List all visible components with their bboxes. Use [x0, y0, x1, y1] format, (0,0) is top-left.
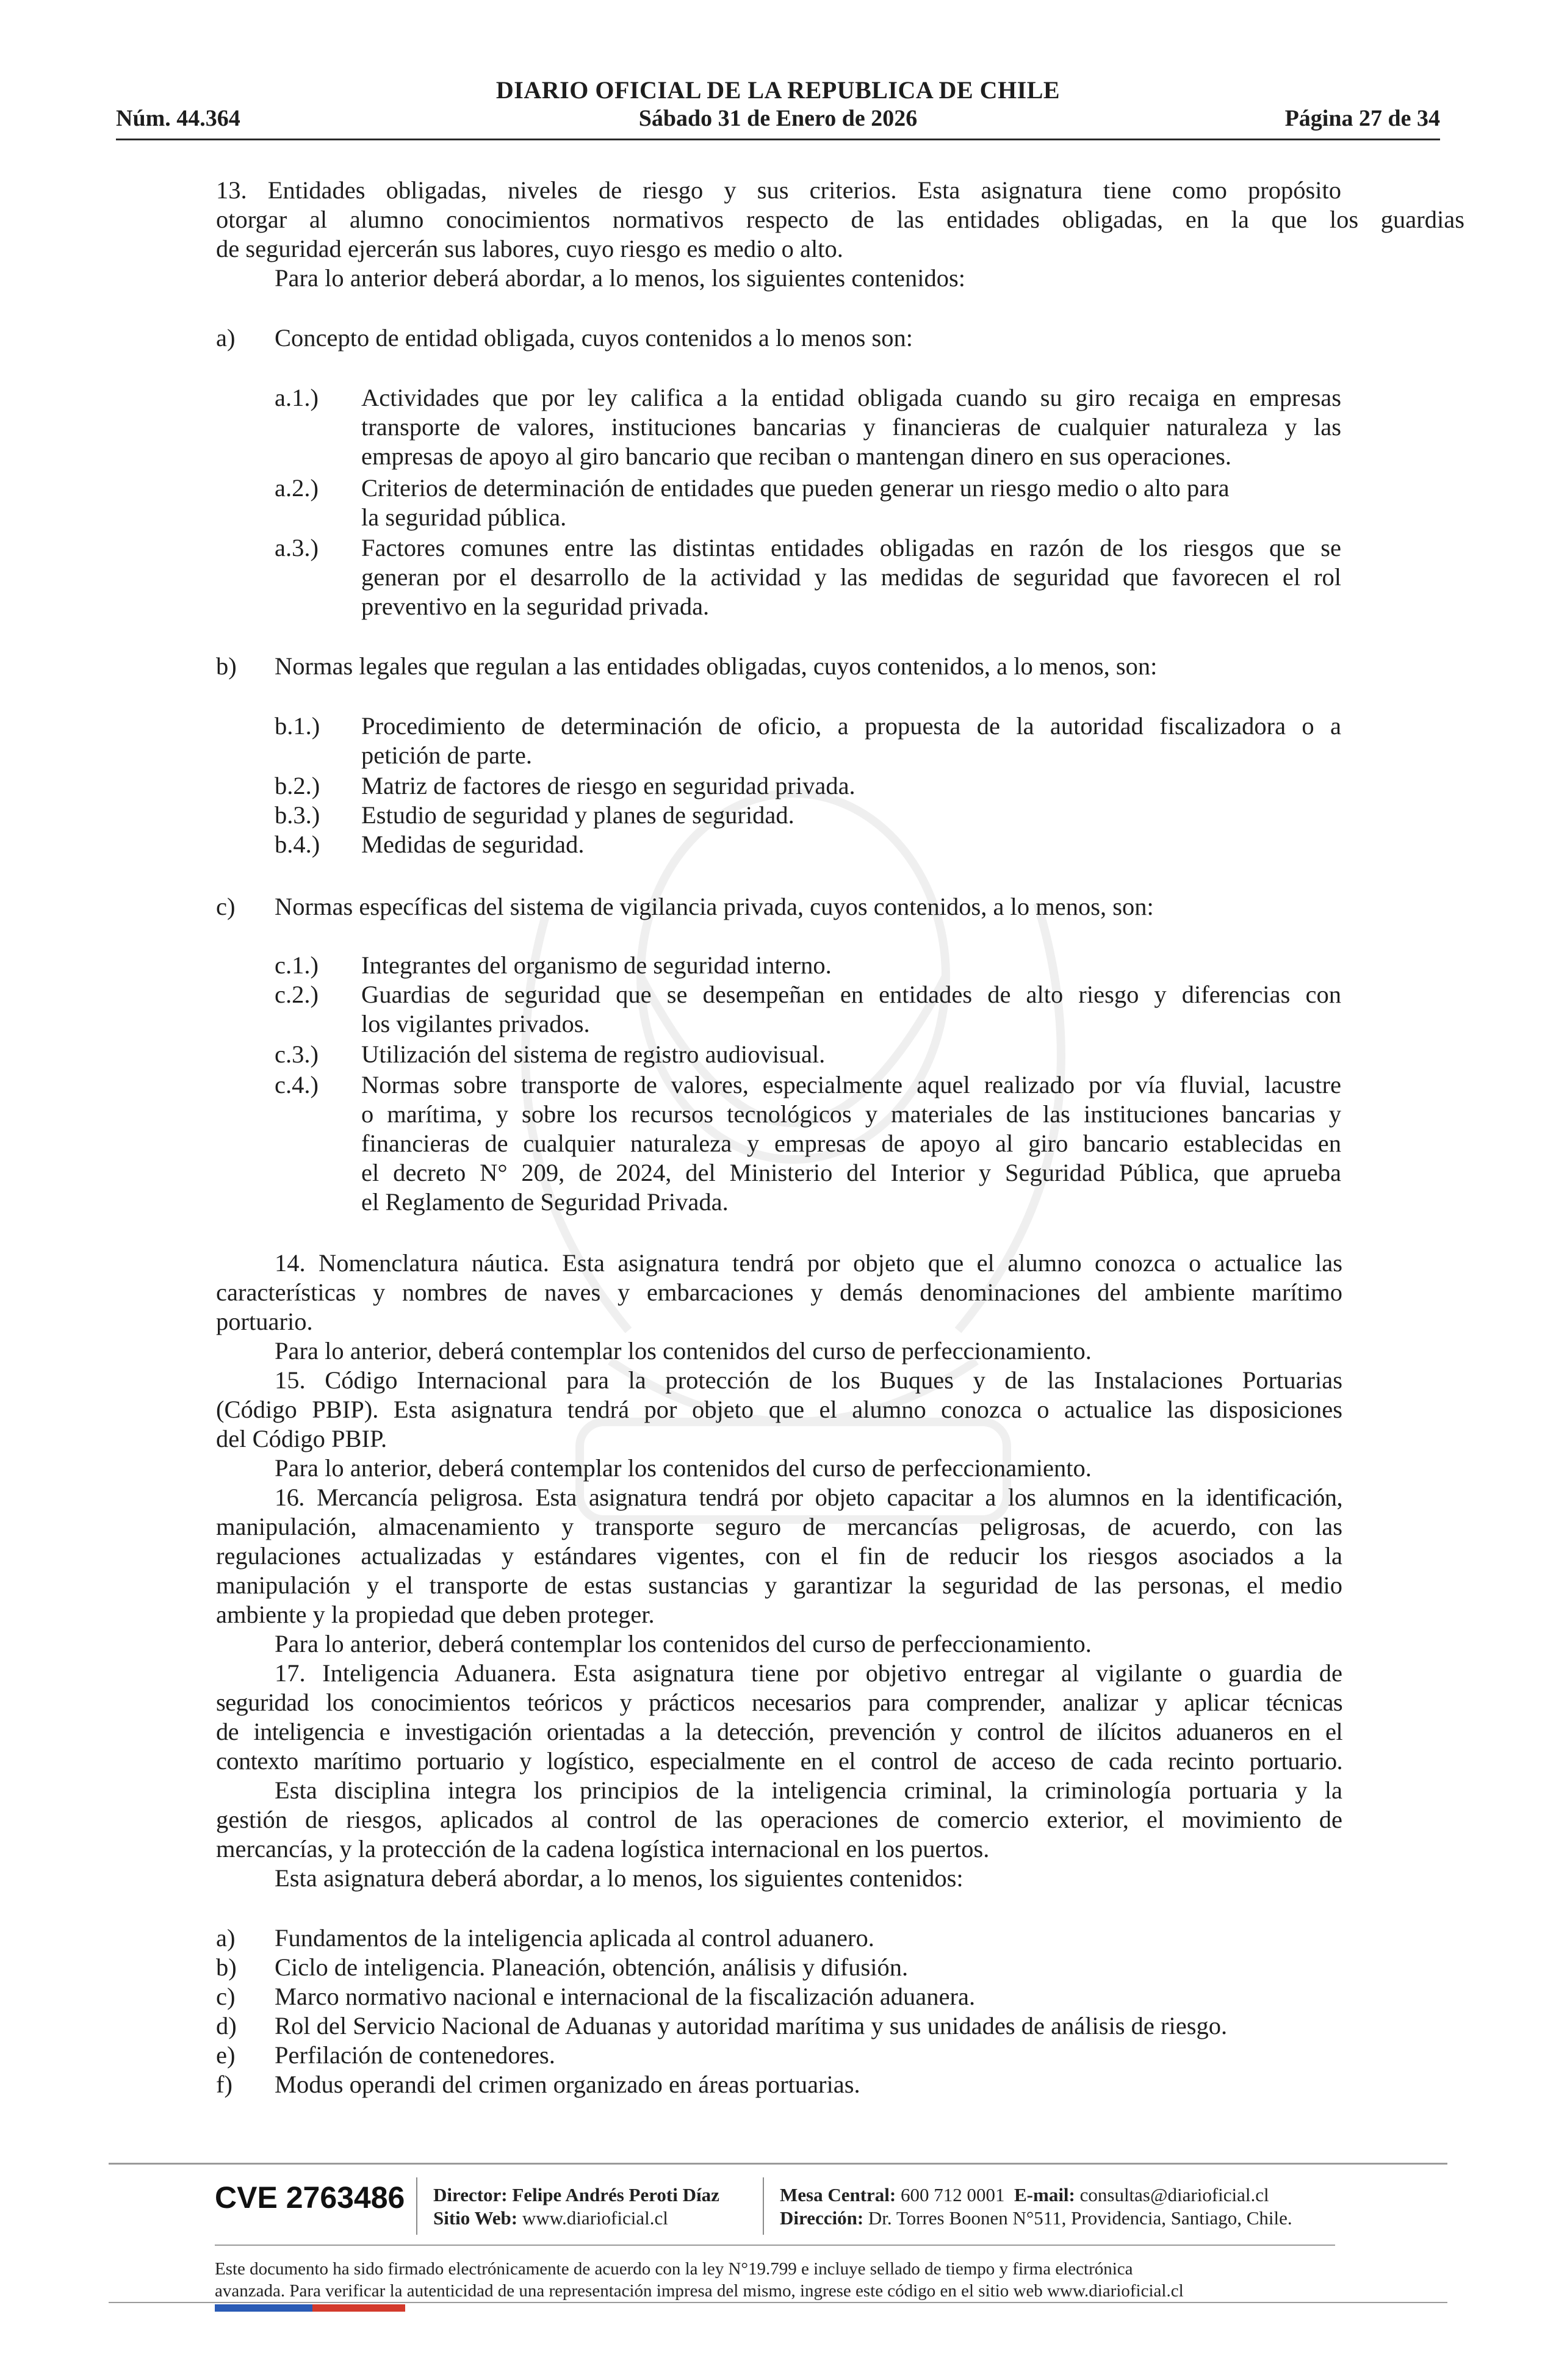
list-item-text: Fundamentos de la inteligencia aplicada al control aduanero. [275, 1924, 874, 1952]
phone-value: 600 712 0001 [901, 2184, 1005, 2205]
paragraph-line: de inteligencia e investigación orientadas a la detección, prevención y control de ilícitos aduaneros en el [216, 1718, 1342, 1745]
list-item-text: Normas sobre transporte de valores, especialmente aquel realizado por vía fluvial, lacustre [361, 1071, 1341, 1098]
list-item-text: Matriz de factores de riesgo en seguridad privada. [361, 772, 855, 799]
list-marker: c) [216, 1983, 236, 2010]
journal-title: DIARIO OFICIAL DE LA REPUBLICA DE CHILE [495, 76, 1061, 104]
paragraph-line: 14. Nomenclatura náutica. Esta asignatura tendrá por objeto que el alumno conozca o actualice las [275, 1249, 1342, 1277]
list-marker: a.1.) [275, 384, 319, 411]
legal-notice-line: Este documento ha sido firmado electrónicamente de acuerdo con la ley N°19.799 e incluye sellado de tiempo y firma electrónica [215, 2259, 1133, 2279]
list-item-text: Actividades que por ley califica a la entidad obligada cuando su giro recaiga en empresas [361, 384, 1341, 411]
list-item-text: el decreto N° 209, de 2024, del Ministerio del Interior y Seguridad Pública, que aprueba [361, 1159, 1341, 1186]
paragraph-line: Para lo anterior, deberá contemplar los contenidos del curso de perfeccionamiento. [275, 1630, 1092, 1657]
list-marker: a) [216, 324, 236, 352]
list-item-text: empresas de apoyo al giro bancario que reciban o mantengan dinero en sus operaciones. [361, 442, 1231, 470]
website-link[interactable]: www.diarioficial.cl [522, 2207, 668, 2229]
contact-line [780, 2183, 1269, 2207]
paragraph-line: Para lo anterior, deberá contemplar los contenidos del curso de perfeccionamiento. [275, 1454, 1092, 1482]
website-label: Sitio Web: [433, 2207, 518, 2229]
website-line [433, 2207, 668, 2230]
list-item-text: Normas específicas del sistema de vigilancia privada, cuyos contenidos, a lo menos, son: [275, 893, 1154, 920]
paragraph-line: seguridad los conocimientos teóricos y prácticos necesarios para comprender, analizar y aplicar técnicas [216, 1689, 1342, 1716]
list-marker: c) [216, 893, 236, 920]
list-item-text: la seguridad pública. [361, 503, 567, 531]
issue-date: Sábado 31 de Enero de 2026 [638, 106, 918, 131]
list-item-text: Procedimiento de determinación de oficio, a propuesta de la autoridad fiscalizadora o a [361, 712, 1341, 740]
list-marker: c.1.) [275, 951, 319, 979]
list-item-text: Medidas de seguridad. [361, 831, 585, 858]
address-label: Dirección: [780, 2207, 864, 2229]
list-item-text: Rol del Servicio Nacional de Aduanas y autoridad marítima y sus unidades de análisis de riesgo. [275, 2012, 1228, 2039]
list-marker: c.4.) [275, 1071, 319, 1098]
paragraph-line: gestión de riesgos, aplicados al control de las operaciones de comercio exterior, el movimiento de [216, 1806, 1342, 1833]
legal-notice-line: avanzada. Para verificar la autenticidad de una representación impresa del mismo, ingrese este código en el sitio web www.diarioficial.cl [215, 2281, 1184, 2301]
paragraph-line: de seguridad ejercerán sus labores, cuyo riesgo es medio o alto. [216, 235, 843, 262]
paragraph-line: 17. Inteligencia Aduanera. Esta asignatura tiene por objetivo entregar al vigilante o guardia de [275, 1659, 1342, 1687]
list-marker: d) [216, 2012, 237, 2039]
page-number: Página 27 de 34 [1284, 106, 1440, 131]
header-row [116, 105, 1440, 135]
list-item-text: Utilización del sistema de registro audiovisual. [361, 1040, 826, 1068]
list-marker: b.2.) [275, 772, 320, 799]
list-item-text: Estudio de seguridad y planes de seguridad. [361, 801, 794, 829]
cve-code: CVE 2763486 [215, 2180, 405, 2215]
list-marker: c.2.) [275, 981, 319, 1008]
footer-separator [763, 2177, 764, 2235]
list-item-text: los vigilantes privados. [361, 1010, 590, 1037]
list-marker: c.3.) [275, 1040, 319, 1068]
paragraph-line: (Código PBIP). Esta asignatura tendrá por objeto que el alumno conozca o actualice las disposiciones [216, 1396, 1342, 1423]
list-item-text: preventivo en la seguridad privada. [361, 593, 710, 620]
header-divider [116, 139, 1440, 140]
footer-divider [109, 2163, 1447, 2165]
paragraph-line: características y nombres de naves y embarcaciones y demás denominaciones del ambiente marítimo [216, 1278, 1342, 1306]
list-item-text: Guardias de seguridad que se desempeñan en entidades de alto riesgo y diferencias con [361, 981, 1341, 1008]
list-item-text: generan por el desarrollo de la actividad y las medidas de seguridad que favorecen el rol [361, 563, 1341, 591]
list-marker: a.2.) [275, 474, 319, 502]
flag-stripe-red [312, 2304, 405, 2312]
list-marker: f) [216, 2071, 232, 2098]
list-marker: e) [216, 2041, 236, 2069]
email-label: E-mail: [1014, 2184, 1075, 2205]
paragraph-line: Esta disciplina integra los principios de la inteligencia criminal, la criminología portuaria y la [275, 1776, 1342, 1804]
paragraph-line: 16. Mercancía peligrosa. Esta asignatura tendrá por objeto capacitar a los alumnos en la identificación, [275, 1484, 1342, 1511]
paragraph-line: Esta asignatura deberá abordar, a lo menos, los siguientes contenidos: [275, 1864, 963, 1892]
paragraph-line: del Código PBIP. [216, 1425, 387, 1452]
list-item-text: Ciclo de inteligencia. Planeación, obtención, análisis y difusión. [275, 1953, 909, 1981]
paragraph-line: regulaciones actualizadas y estándares vigentes, con el fin de reducir los riesgos asociados a la [216, 1542, 1342, 1570]
list-marker: a.3.) [275, 534, 319, 561]
list-item-text: Factores comunes entre las distintas entidades obligadas en razón de los riesgos que se [361, 534, 1341, 561]
list-item-text: Concepto de entidad obligada, cuyos contenidos a lo menos son: [275, 324, 913, 352]
paragraph-line: portuario. [216, 1308, 313, 1335]
paragraph-line: mercancías, y la protección de la cadena logística internacional en los puertos. [216, 1835, 990, 1863]
paragraph-line: Para lo anterior, deberá contemplar los contenidos del curso de perfeccionamiento. [275, 1337, 1092, 1365]
list-item-text: Perfilación de contenedores. [275, 2041, 555, 2069]
address-value: Dr. Torres Boonen N°511, Providencia, Santiago, Chile. [868, 2207, 1292, 2229]
list-item-text: Normas legales que regulan a las entidades obligadas, cuyos contenidos, a lo menos, son: [275, 652, 1158, 680]
footer-bottom-divider [109, 2302, 1447, 2303]
list-item-text: o marítima, y sobre los recursos tecnológicos y materiales de las instituciones bancarias y [361, 1100, 1341, 1128]
list-item-text: Marco normativo nacional e internacional de la fiscalización aduanera. [275, 1983, 976, 2010]
director-line [433, 2183, 719, 2207]
address-line [780, 2207, 1292, 2230]
list-marker: a) [216, 1924, 236, 1952]
list-item-text: Modus operandi del crimen organizado en áreas portuarias. [275, 2071, 860, 2098]
paragraph-line: otorgar al alumno conocimientos normativos respecto de las entidades obligadas, en la que los guardias [216, 206, 1464, 233]
paragraph-line: 13. Entidades obligadas, niveles de riesgo y sus criterios. Esta asignatura tiene como propósito [216, 176, 1341, 204]
paragraph-line: 15. Código Internacional para la protección de los Buques y de las Instalaciones Portuarias [275, 1366, 1342, 1394]
list-item-text: financieras de cualquier naturaleza y empresas de apoyo al giro bancario establecidas en [361, 1130, 1341, 1157]
list-marker: b) [216, 1953, 237, 1981]
email-link[interactable]: consultas@diarioficial.cl [1079, 2184, 1269, 2205]
director-name: Felipe Andrés Peroti Díaz [512, 2184, 719, 2205]
paragraph-line: Para lo anterior deberá abordar, a lo menos, los siguientes contenidos: [275, 264, 966, 292]
list-marker: b) [216, 652, 237, 680]
list-item-text: petición de parte. [361, 741, 532, 769]
paragraph-line: contexto marítimo portuario y logístico, especialmente en el control de acceso de cada recinto portuario. [216, 1747, 1342, 1775]
paragraph-line: ambiente y la propiedad que deben proteger. [216, 1601, 655, 1628]
list-item-text: Criterios de determinación de entidades que pueden generar un riesgo medio o alto para [361, 474, 1230, 502]
list-item-text: Integrantes del organismo de seguridad interno. [361, 951, 832, 979]
director-label: Director: [433, 2184, 508, 2205]
footer-inner-divider [215, 2245, 1335, 2246]
list-marker: b.1.) [275, 712, 320, 740]
footer-separator [416, 2177, 417, 2235]
list-marker: b.4.) [275, 831, 320, 858]
list-item-text: transporte de valores, instituciones bancarias y financieras de cualquier naturaleza y las [361, 413, 1341, 441]
paragraph-line: manipulación, almacenamiento y transporte seguro de mercancías peligrosas, de acuerdo, con las [216, 1513, 1342, 1540]
list-item-text: el Reglamento de Seguridad Privada. [361, 1188, 729, 1216]
issue-number: Núm. 44.364 [116, 106, 240, 131]
list-marker: b.3.) [275, 801, 320, 829]
paragraph-line: manipulación y el transporte de estas sustancias y garantizar la seguridad de las personas, el medio [216, 1571, 1342, 1599]
phone-label: Mesa Central: [780, 2184, 896, 2205]
flag-stripe-blue [215, 2304, 312, 2312]
